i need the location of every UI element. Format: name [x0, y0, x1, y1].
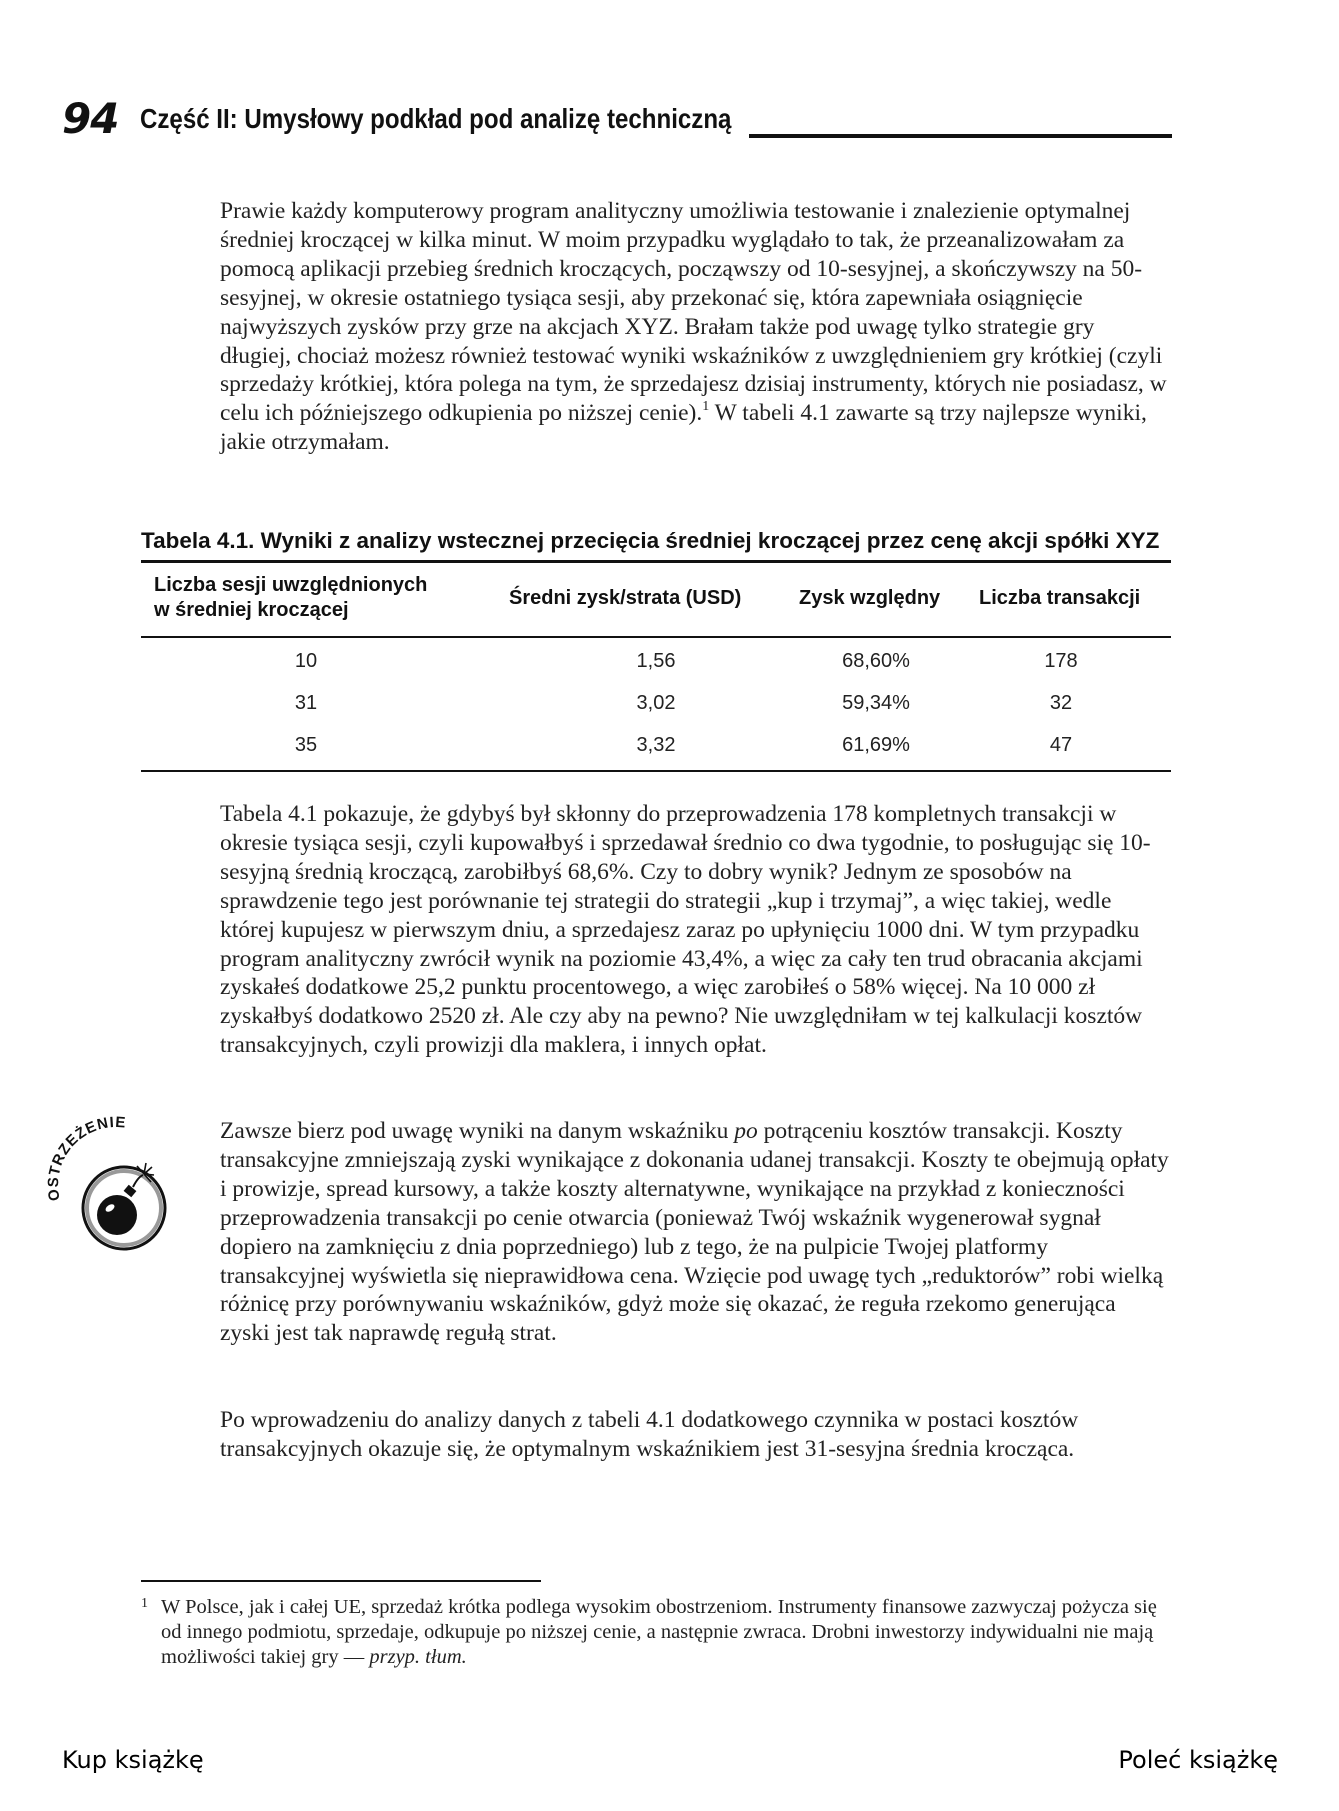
cell-transactions: 47 — [1049, 734, 1073, 756]
cell-transactions: 32 — [1049, 692, 1073, 714]
cell-transactions: 178 — [1044, 650, 1078, 672]
recommend-book-link[interactable]: Poleć książkę — [1118, 1746, 1278, 1774]
header-session-count — [154, 573, 427, 623]
table-row — [141, 724, 1171, 766]
header-session-count-line2: w średniej kroczącej — [154, 599, 349, 621]
header-transaction-count: Liczba transakcji — [979, 587, 1141, 609]
table-bottom-rule — [141, 770, 1171, 772]
results-table — [141, 560, 1171, 772]
footnote-text-italic: przyp. tłum. — [369, 1646, 467, 1668]
header-session-count-line1: Liczba sesji uwzględnionych — [154, 574, 428, 596]
paragraph-3-italic: po — [734, 1118, 758, 1144]
table-row — [141, 682, 1171, 724]
warning-bomb-icon — [40, 1105, 180, 1255]
chapter-title: Część II: Umysłowy podkład pod analizę techniczną — [140, 103, 732, 134]
paragraph-2-text: Tabela 4.1 pokazuje, że gdybyś był skłonny do przeprowadzenia 178 kompletnych transakcji w okresie tysiąca sesji, czyli kupowałbyś i sprzedawał średnio co dwa tygodnie, to posługując się 10-sesyjną średnią kroczącą, zarobiłbyś 68,6%. Czy to dobry wynik? Jednym ze sposobów na sprawdzenie tego jest porównanie tej strategii do strategii „kup i trzymaj”, a więc takiej, wedle której kupujesz w pierwszym dniu, a sprzedajesz zaraz po upłynięciu 1000 dni. W tym przypadku program analityczny zwrócił wynik na poziomie 43,4%, a więc za cały ten trud obracania akcjami zyskałeś dodatkowe 25,2 punktu procentowego, a więc zarobiłeś o 58% więcej. Na 10 000 zł zyskałbyś dodatkowo 2520 zł. Ale czy aby na pewno? Nie uwzględniłam w tej kalkulacji kosztów transakcyjnych, czyli prowizji dla maklera, i innych opłat. — [220, 801, 1151, 1059]
cell-sessions: 10 — [294, 650, 318, 672]
cell-sessions: 31 — [294, 692, 318, 714]
buy-book-link[interactable]: Kup książkę — [62, 1746, 204, 1774]
footnote — [141, 1595, 1171, 1670]
header-avg-profit: Średni zysk/strata (USD) — [509, 587, 742, 609]
page-number: 94 — [62, 94, 119, 143]
paragraph-4 — [220, 1406, 1170, 1464]
paragraph-1 — [220, 197, 1170, 457]
paragraph-1-text: Prawie każdy komputerowy program analityczny umożliwia testowanie i znalezienie optymalnej średniej kroczącej w kilka minut. W moim przypadku wyglądało to tak, że przeanalizowałam za pomocą aplikacji przebieg średnich kroczących, począwszy od 10-sesyjnej, a skończywszy na 50-sesyjnej, w okresie ostatniego tysiąca sesji, aby przekonać się, która zapewniała osiągnięcie najwyższych zysków przy grze na akcjach XYZ. Brałam także pod uwagę tylko strategie gry długiej, chociaż możesz również testować wyniki wskaźników z uwzględnieniem gry krótkiej (czyli sprzedaży krótkiej, która polega na tym, że sprzedajesz dzisiaj instrumenty, których nie posiadasz, w celu ich późniejszego odkupienia po niższej cenie). — [220, 198, 1167, 427]
footnote-mark: 1 — [141, 1596, 148, 1611]
paragraph-1-end: W tabeli 4.1 zawarte są trzy najlepsze wyniki, jakie otrzymałam. — [220, 400, 1147, 456]
table-row — [141, 640, 1171, 682]
paragraph-3-end: potrąceniu kosztów transakcji. Koszty transakcyjne zmniejszają zyski wynikające z dokonania udanej transakcji. Koszty te obejmują opłaty i prowizje, spread kursowy, a także koszty alternatywne, wynikające na przykład z konieczności przeprowadzenia transakcji po cenie otwarcia (ponieważ Twój wskaźnik wygenerował sygnał dopiero na zamknięciu z dnia poprzedniego) lub z tego, że na pulpicie Twojej platformy transakcyjnej wyświetla się nieprawidłowa cena. Wzięcie pod uwagę tych „reduktorów” robi wielką różnicę przy porównywaniu wskaźników, gdyż może się okazać, że reguła rzekomo generująca zyski jest tak naprawdę regułą strat. — [220, 1118, 1169, 1347]
warning-label: OSTRZEŻENIE — [44, 1113, 128, 1203]
cell-relative-profit: 61,69% — [842, 734, 910, 756]
table-caption: Tabela 4.1. Wyniki z analizy wstecznej przecięcia średniej kroczącej przez cenę akcji spółki XYZ — [141, 528, 1160, 553]
footnote-rule — [141, 1580, 541, 1582]
paragraph-3-start: Zawsze bierz pod uwagę wyniki na danym wskaźniku — [220, 1118, 735, 1144]
table-header — [141, 563, 1171, 636]
header-relative-profit: Zysk względny — [799, 587, 941, 609]
paragraph-4-text: Po wprowadzeniu do analizy danych z tabeli 4.1 dodatkowego czynnika w postaci kosztów transakcyjnych okazuje się, że optymalnym wskaźnikiem jest 31-sesyjna średnia krocząca. — [220, 1407, 1079, 1462]
paragraph-2 — [220, 800, 1170, 1060]
cell-relative-profit: 68,60% — [842, 650, 910, 672]
footnote-ref: 1 — [702, 399, 710, 415]
cell-avg-profit: 3,02 — [636, 692, 676, 714]
cell-avg-profit: 3,32 — [636, 734, 676, 756]
header-rule — [749, 134, 1172, 138]
footnote-text: W Polsce, jak i całej UE, sprzedaż krótka podlega wysokim obostrzeniom. Instrumenty finansowe zazwyczaj pożycza się od innego podmiotu, sprzedaje, odkupuje po niższej cenie, a następnie zwraca. Drobni inwestorzy indywidualni nie mają możliwości takiej gry — — [161, 1596, 1157, 1668]
cell-sessions: 35 — [294, 734, 318, 756]
paragraph-3 — [220, 1117, 1170, 1348]
cell-avg-profit: 1,56 — [636, 650, 676, 672]
cell-relative-profit: 59,34% — [842, 692, 910, 714]
page-header — [62, 94, 1172, 144]
